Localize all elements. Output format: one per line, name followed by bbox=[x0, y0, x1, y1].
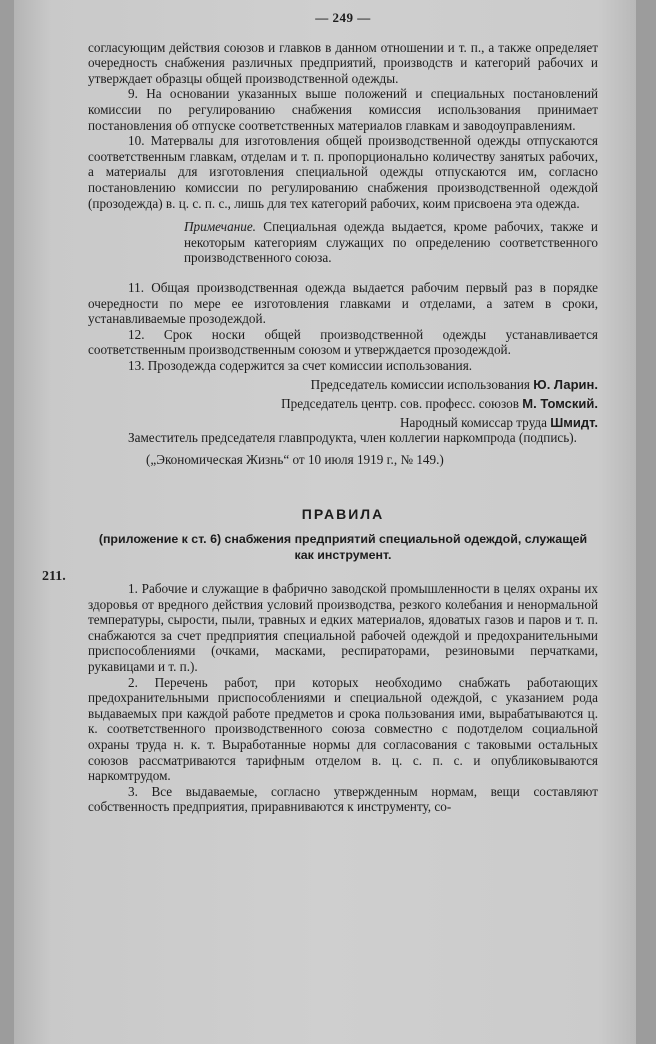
page-number: — 249 — bbox=[315, 10, 371, 25]
paragraph-9: 9. На основании указанных выше положений и специальных постановлений комиссии по регулированию снабжения комиссия использования принимает постановления об отпуске соответственных материалов главкам и заводоуправлениям. bbox=[88, 86, 598, 133]
signature-title: Народный комиссар труда bbox=[400, 414, 547, 430]
signature-title: Председатель комиссии использования bbox=[310, 377, 530, 393]
signature-larin bbox=[88, 377, 598, 393]
rules-paragraph-3: 3. Все выдаваемые, согласно утвержденным нормам, вещи составляют собственность предприятия, приравниваются к инструменту, со- bbox=[88, 783, 598, 815]
note-label: Примечание. bbox=[184, 219, 256, 235]
paragraph-12: 12. Срок носки общей производственной одежды устанавливается соответственным производственным союзом и утверждается прозодеждой. bbox=[88, 326, 598, 358]
note-text: Специальная одежда выдается, кроме рабочих, также и некоторым категориям служащих по определению соответственного производственного союза. bbox=[184, 219, 598, 266]
signature-name: Ю. Ларин. bbox=[533, 377, 598, 393]
note-block bbox=[88, 219, 598, 266]
paragraph-11: 11. Общая производственная одежда выдается рабочим первый раз в порядке очередности по мере ее изготовления главками и отделами, а затем в сроки, устанавливаемые прозодеждой. bbox=[88, 279, 598, 327]
rules-paragraph-1: 1. Рабочие и служащие в фабрично заводской промышленности в целях охраны их здоровья от вредного действия условий производства, резкого колебания и ненормальной температуры, сырости, пыли, травных и едких материалов, ядоватых газов и паров и т. п. снабжаются за счет предприятия специальной рабочей одеждой и предохранительными приспособлениями (очками, масками, респираторами, резиновыми перчатками, рукавицами и т. п.). bbox=[88, 581, 598, 674]
page-content bbox=[88, 10, 598, 815]
paragraph-13: 13. Прозодежда содержится за счет комиссии использования. bbox=[128, 357, 473, 373]
deputy-signature: Заместитель председателя главпродукта, член коллегии наркомпрода (подпись). bbox=[128, 430, 577, 446]
rules-paragraph-2: 2. Перечень работ, при которых необходимо снабжать работающих предохранительными приспособлениями и специальной одеждой, с указанием рода выдаваемых при каждой работе предметов и срока пользования ими, вырабатываются ц. к. соответственного производственного союза совместно с подотделом социальной охраны труда н. к. т. Выработанные нормы для согласования с таковыми остальных союзов рассматриваются тарифным отделом в. ц. с. п. с. и опубликовываются наркомтрудом. bbox=[88, 674, 598, 784]
paragraph-continuation: согласующим действия союзов и главков в данном отношении и т. п., а также определяет очередность снабжения различных предприятий, производств и категорий рабочих и утверждает образцы общей производственной одежды. bbox=[88, 39, 598, 86]
rules-subtitle: (приложение к ст. 6) снабжения предприятий специальной одеждой, служащей как инструмент. bbox=[98, 532, 588, 563]
paragraph-10: 10. Матервалы для изготовления общей производственной одежды отпускаются соответственным главкам, отделам и т. п. пропорционально количеству занятых рабочих, а материалы для изготовления специальной одежды отпускаются им, согласно постановлению комиссии по регулированию снабжения производственной одеждой (прозодежда) в. ц. с. п. с., лишь для тех категорий рабочих, коим присвоена эта одежда. bbox=[88, 133, 598, 211]
signature-name: М. Томский. bbox=[522, 396, 598, 412]
rules-title: ПРАВИЛА bbox=[301, 506, 385, 523]
signature-shmidt bbox=[88, 415, 598, 431]
book-page bbox=[14, 0, 636, 1044]
signature-name: Шмидт. bbox=[550, 414, 598, 430]
source-citation: („Экономическая Жизнь“ от 10 июля 1919 г., № 149.) bbox=[146, 451, 444, 467]
signature-tomsky bbox=[88, 396, 598, 412]
document-number: 211. bbox=[42, 569, 66, 584]
signature-title: Председатель центр. сов. професс. союзов bbox=[281, 396, 519, 412]
